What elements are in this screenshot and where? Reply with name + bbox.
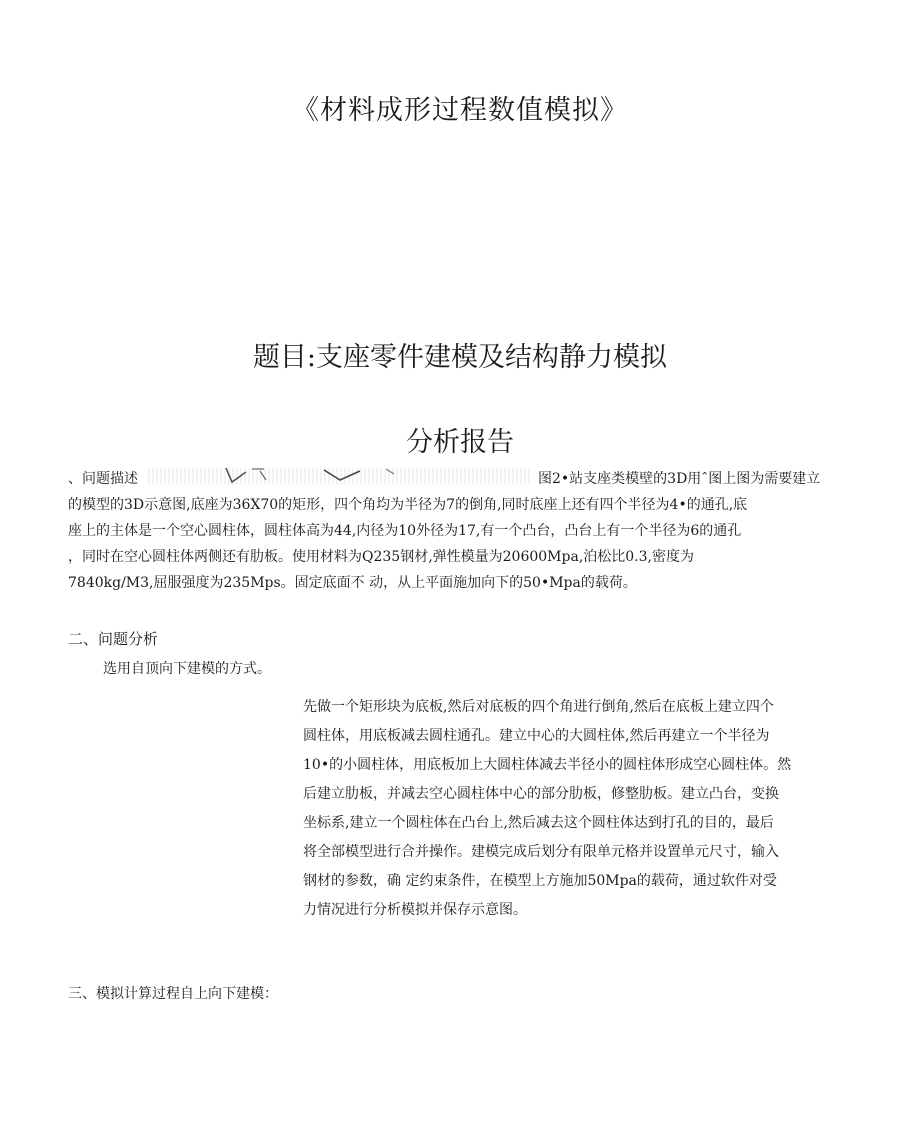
paragraph-line: 力情况进行分析模拟并保存示意图。: [303, 902, 527, 918]
report-title: 题目:支座零件建模及结构静力模拟: [252, 342, 668, 373]
figure-caption: 图2•站支座类模壁的3D用ˆ图上图为需要建立: [538, 471, 821, 487]
paragraph-line: 座上的主体是一个空心圆柱体，圆柱体高为44,内径为10外径为17,有一个凸台，凸台上有一个半径为6的通孔: [68, 523, 742, 539]
paragraph-line: 的模型的3D示意图,底座为36X70的矩形，四个角均为半径为7的倒角,同时底座上还有四个半径为4•的通孔,底: [68, 497, 748, 513]
modeling-approach-text: 选用自顶向下建模的方式。: [103, 661, 271, 677]
problem-description-section: [68, 466, 858, 596]
paragraph-line: 钢材的参数，确 定约束条件，在模型上方施加50Mpa的载荷，通过软件对受: [303, 873, 777, 889]
simulation-process-heading: 三、模拟计算过程自上向下建模：: [68, 986, 278, 1002]
model-figure-sketch: [148, 468, 530, 485]
paragraph-line: 10•的小圆柱体，用底板加上大圆柱体减去半径小的圆柱体形成空心圆柱体。然: [303, 757, 792, 773]
problem-analysis-heading: 二、问题分析: [68, 630, 159, 648]
paragraph-line: ，同时在空心圆柱体两侧还有肋板。使用材料为Q235钢材,弹性模量为20600Mpa,泊松比0.3,密度为: [68, 549, 694, 565]
report-subtitle: 分析报告: [406, 427, 514, 458]
paragraph-line: 先做一个矩形块为底板,然后对底板的四个角进行倒角,然后在底板上建立四个: [303, 699, 774, 715]
model-3d-figure-fragment: [148, 468, 530, 485]
paragraph-line: 后建立肋板，并减去空心圆柱体中心的部分肋板，修整肋板。建立凸台，变换: [303, 786, 779, 802]
paragraph-line: 圆柱体，用底板减去圆柱通孔。建立中心的大圆柱体,然后再建立一个半径为: [303, 728, 770, 744]
modeling-method-paragraph: [303, 693, 848, 925]
problem-first-line: [68, 466, 858, 492]
paragraph-line: 将全部模型进行合并操作。建模完成后划分有限单元格并设置单元尺寸，输入: [303, 844, 779, 860]
problem-description-heading: 、问题描述: [68, 471, 138, 487]
course-title: 《材料成形过程数值模拟》: [292, 95, 628, 126]
paragraph-line: 7840kg/M3,屈服强度为235Mps。固定底面不 动，从上平面施加向下的50•Mpa的载荷。: [68, 575, 637, 591]
paragraph-line: 坐标系,建立一个圆柱体在凸台上,然后减去这个圆柱体达到打孔的目的，最后: [303, 815, 774, 831]
